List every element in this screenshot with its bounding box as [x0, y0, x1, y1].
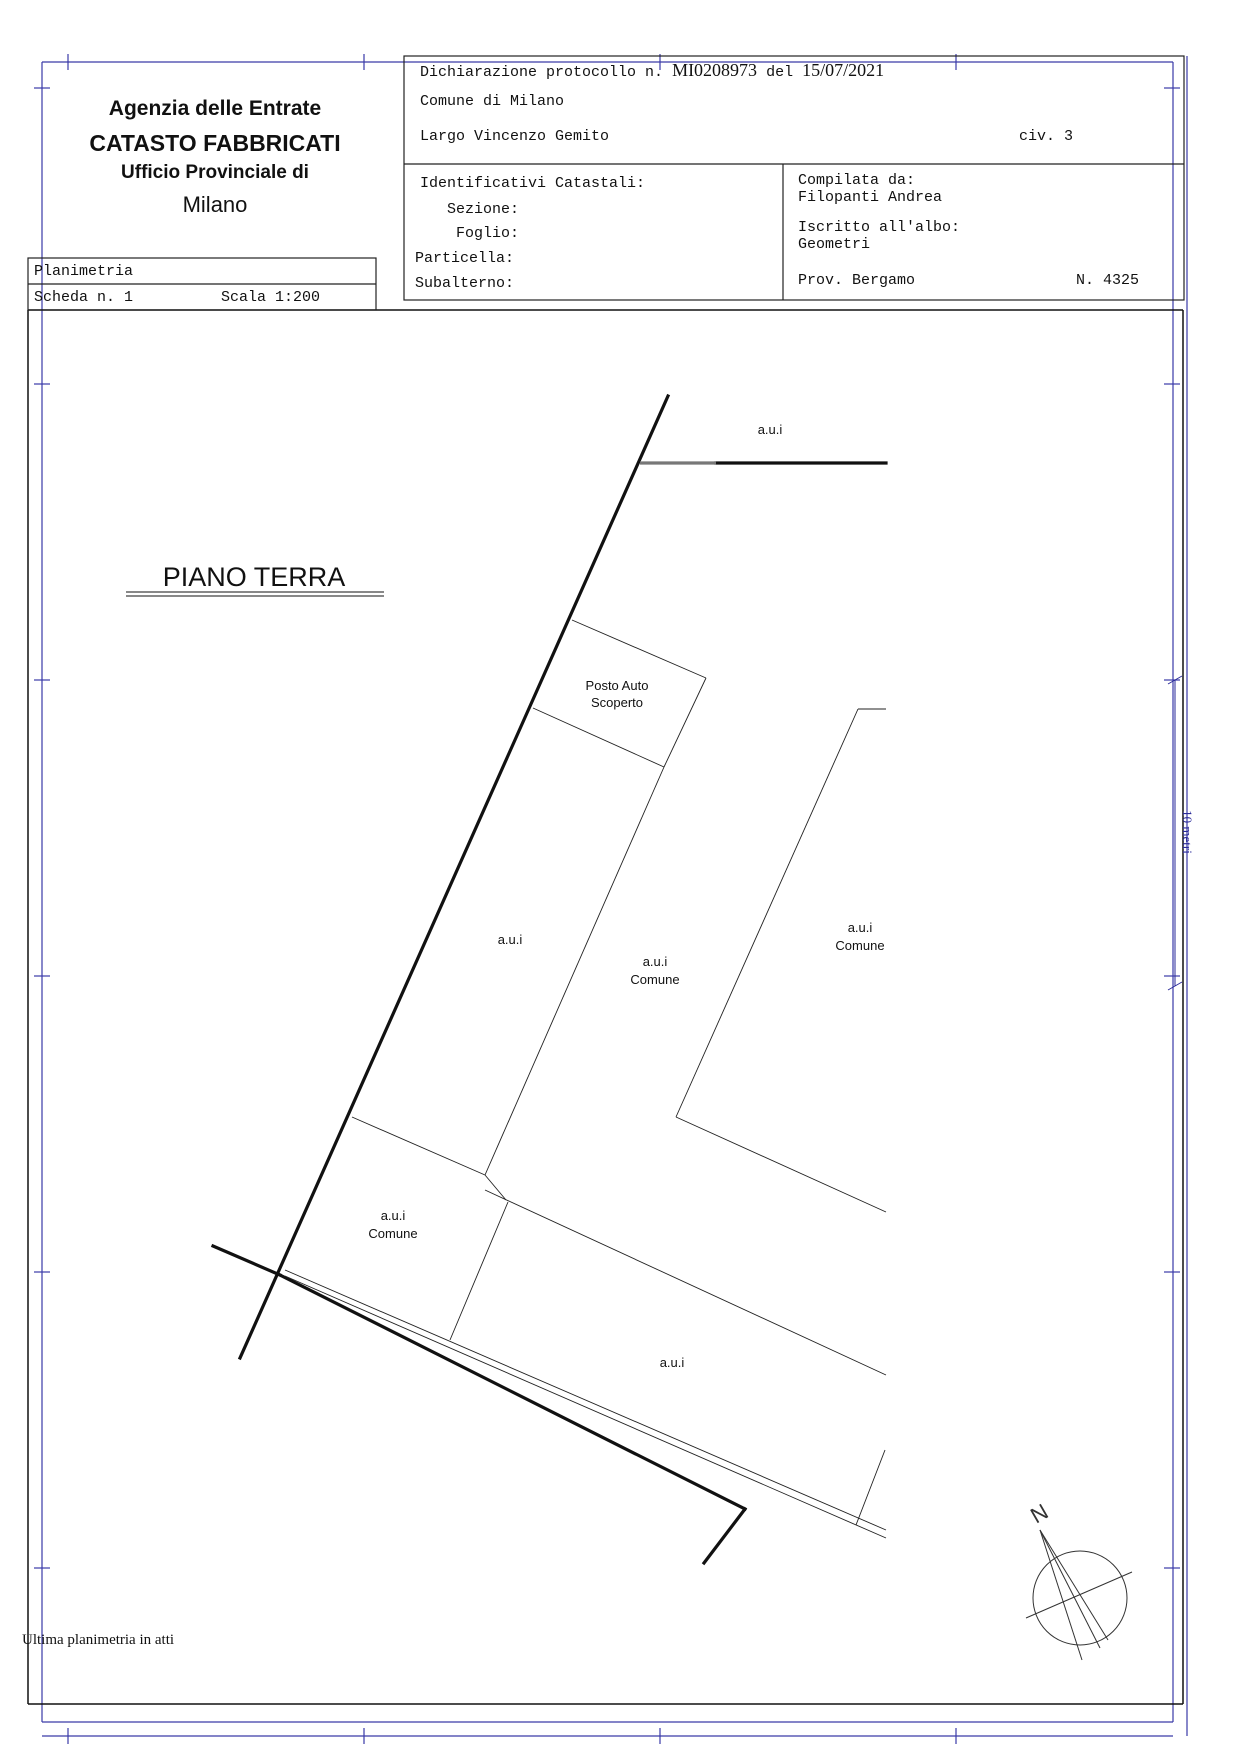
room-label-scoperto: Scoperto — [590, 695, 644, 710]
sheet-scale: Scala 1:200 — [221, 289, 321, 306]
north-label: N — [1026, 1498, 1053, 1529]
declaration-label: Dichiarazione protocollo n. — [420, 64, 664, 81]
registration-number: N. 4325 — [1076, 272, 1140, 289]
room-label-comune-bottom-left: Comune — [368, 1226, 418, 1241]
sezione-label: Sezione: — [447, 201, 520, 218]
address: Largo Vincenzo Gemito — [420, 128, 610, 145]
particella-label: Particella: — [415, 250, 515, 267]
room-label-aui-top: a.u.i — [757, 422, 783, 437]
floor-title: PIANO TERRA — [162, 562, 346, 592]
declaration-number: MI0208973 — [672, 60, 758, 80]
identifiers-title: Identificativi Catastali: — [420, 175, 646, 192]
footer-note: Ultima planimetria in atti — [22, 1632, 175, 1648]
subalterno-label: Subalterno: — [415, 275, 515, 292]
sheet-number: Scheda n. 1 — [34, 289, 134, 306]
declaration-date: 15/07/2021 — [802, 60, 885, 80]
room-label-aui-bottom: a.u.i — [659, 1355, 685, 1370]
room-label-aui-mid: a.u.i — [642, 954, 668, 969]
registry: Geometri — [798, 236, 871, 253]
scale-bar-label: 10 metri — [1180, 810, 1195, 854]
room-label-aui-right: a.u.i — [847, 920, 873, 935]
compiler-name: Filopanti Andrea — [798, 189, 943, 206]
agency-city: Milano — [182, 192, 248, 217]
declaration-del: del — [766, 64, 794, 81]
province: Prov. Bergamo — [798, 272, 916, 289]
registered-label: Iscritto all'albo: — [798, 219, 961, 236]
agency-department: CATASTO FABBRICATI — [89, 130, 341, 156]
compiler-label: Compilata da: — [798, 172, 916, 189]
foglio-label: Foglio: — [456, 225, 520, 242]
room-label-aui-left: a.u.i — [497, 932, 523, 947]
sheet-title: Planimetria — [34, 263, 134, 280]
room-label-aui-bottom-left: a.u.i — [380, 1208, 406, 1223]
room-label-posto-auto: Posto Auto — [585, 678, 649, 693]
agency-name: Agenzia delle Entrate — [108, 97, 322, 120]
room-label-comune-right: Comune — [835, 938, 885, 953]
room-label-comune-mid: Comune — [630, 972, 680, 987]
civic-number: civ. 3 — [1019, 128, 1074, 145]
agency-office: Ufficio Provinciale di — [121, 162, 309, 183]
comune: Comune di Milano — [420, 93, 565, 110]
